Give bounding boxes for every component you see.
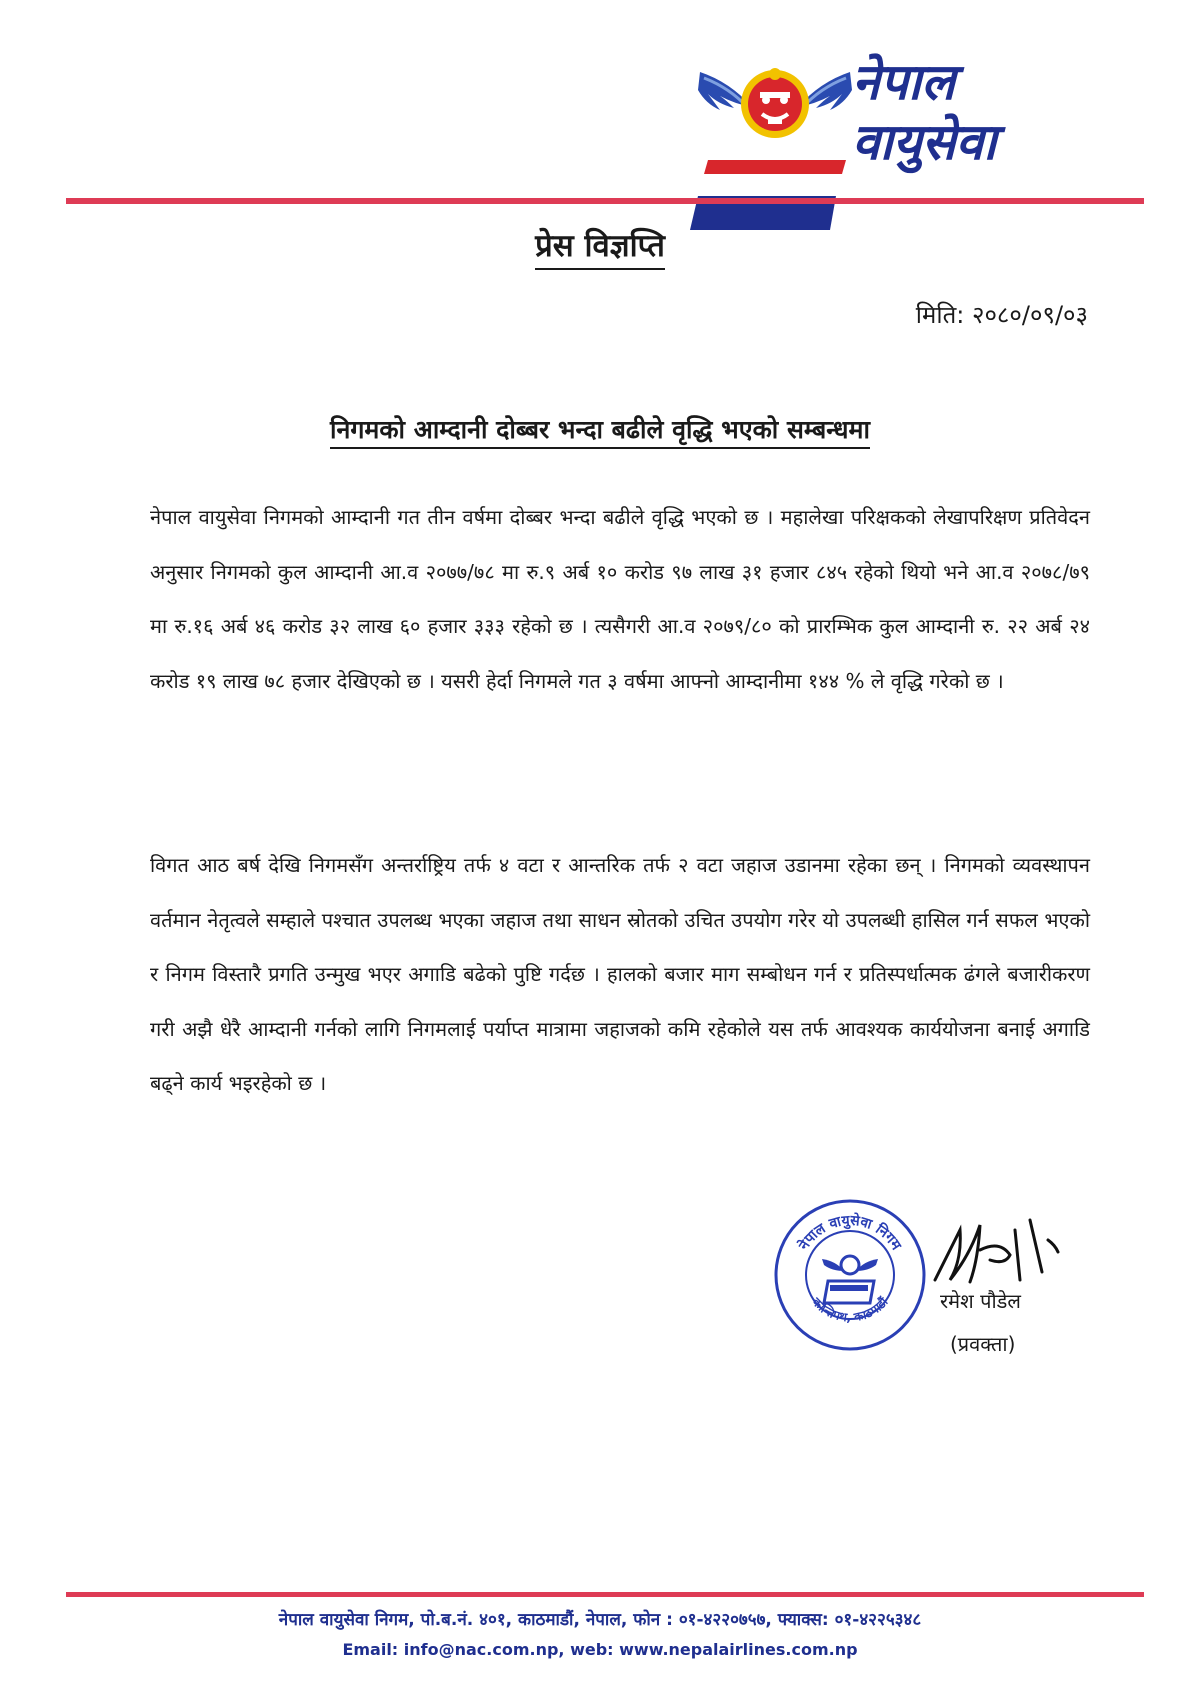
logo-wordmark <box>852 52 1112 172</box>
body-paragraph: नेपाल वायुसेवा निगमको आम्दानी गत तीन वर्षमा दोब्बर भन्दा बढीले वृद्धि भएको छ । महालेखा परिक्षकको लेखापरिक्षण प्रतिवेदन अनुसार निगमको कुल आम्दानी आ.व २०७७/७८ मा रु.९ अर्ब १० करोड ९७ लाख ३१ हजार ८४५ रहेको थियो भने आ.व २०७८/७९ मा रु.१६ अर्ब ४६ करोड ३२ लाख ६० हजार ३३३ रहेको छ । त्यसैगरी आ.व २०७९/८० को प्रारम्भिक कुल आम्दानी रु. २२ अर्ब २४ करोड १९ लाख ७८ हजार देखिएको छ । यसरी हेर्दा निगमले गत ३ वर्षमा आफ्नो आम्दानीमा १४४ % ले वृद्धि गरेको छ । <box>150 505 1090 693</box>
handwritten-signature <box>930 1210 1070 1290</box>
signer-name: रमेश पौडेल <box>940 1289 1021 1313</box>
header-divider <box>66 198 1144 204</box>
seal-emblem-icon <box>822 1256 878 1303</box>
svg-text:नेपाल वायुसेवा निगम <box>795 1212 905 1254</box>
document-title: प्रेस विज्ञप्ति <box>0 224 1200 266</box>
seal-top-text: नेपाल वायुसेवा निगम <box>796 1212 904 1254</box>
logo-stripes-icon <box>690 156 850 232</box>
signer-role: (प्रवक्ता) <box>950 1332 1016 1356</box>
seal-bottom-text: कान्तिपथ, काठमाडौं <box>809 1294 891 1325</box>
logo-line-2: वायुसेवा <box>852 113 997 171</box>
logo-line-1: नेपाल <box>852 53 955 111</box>
footer-contact: Email: info@nac.com.np, web: www.nepalairlines.com.np <box>342 1640 858 1659</box>
svg-text:कान्तिपथ, काठमाडौं <box>809 1294 892 1324</box>
document-date: मिति: २०८०/०९/०३ <box>915 301 1088 329</box>
winged-emblem-icon <box>690 52 860 152</box>
footer-divider <box>66 1592 1144 1597</box>
subject-line: निगमको आम्दानी दोब्बर भन्दा बढीले वृद्धि भएको सम्बन्धमा <box>0 412 1200 446</box>
footer-address: नेपाल वायुसेवा निगम, पो.ब.नं. ४०१, काठमाडौं, नेपाल, फोन : ०१-४२२०७५७, फ्याक्स: ०१-४२२५३४८ <box>278 1610 922 1630</box>
body-paragraph: विगत आठ बर्ष देखि निगमसँग अन्तर्राष्ट्रिय तर्फ ४ वटा र आन्तरिक तर्फ २ वटा जहाज उडानमा रहेका छन् । निगमको व्यवस्थापन वर्तमान नेतृत्वले सम्हाले पश्चात उपलब्ध भएका जहाज तथा साधन स्रोतको उचित उपयोग गरेर यो उपलब्धी हासिल गर्न सफल भएको र निगम विस्तारै प्रगति उन्मुख भएर अगाडि बढेको पुष्टि गर्दछ । हालको बजार माग सम्बोधन गर्न र प्रतिस्पर्धात्मक ढंगले बजारीकरण गरी अझै धेरै आम्दानी गर्नको लागि निगमलाई पर्याप्त मात्रामा जहाजको कमि रहेकोले यस तर्फ आवश्यक कार्ययोजना बनाई अगाडि बढ्ने कार्य भइरहेको छ । <box>150 853 1090 1095</box>
official-seal <box>770 1195 930 1355</box>
letterhead-logo <box>690 52 1090 192</box>
